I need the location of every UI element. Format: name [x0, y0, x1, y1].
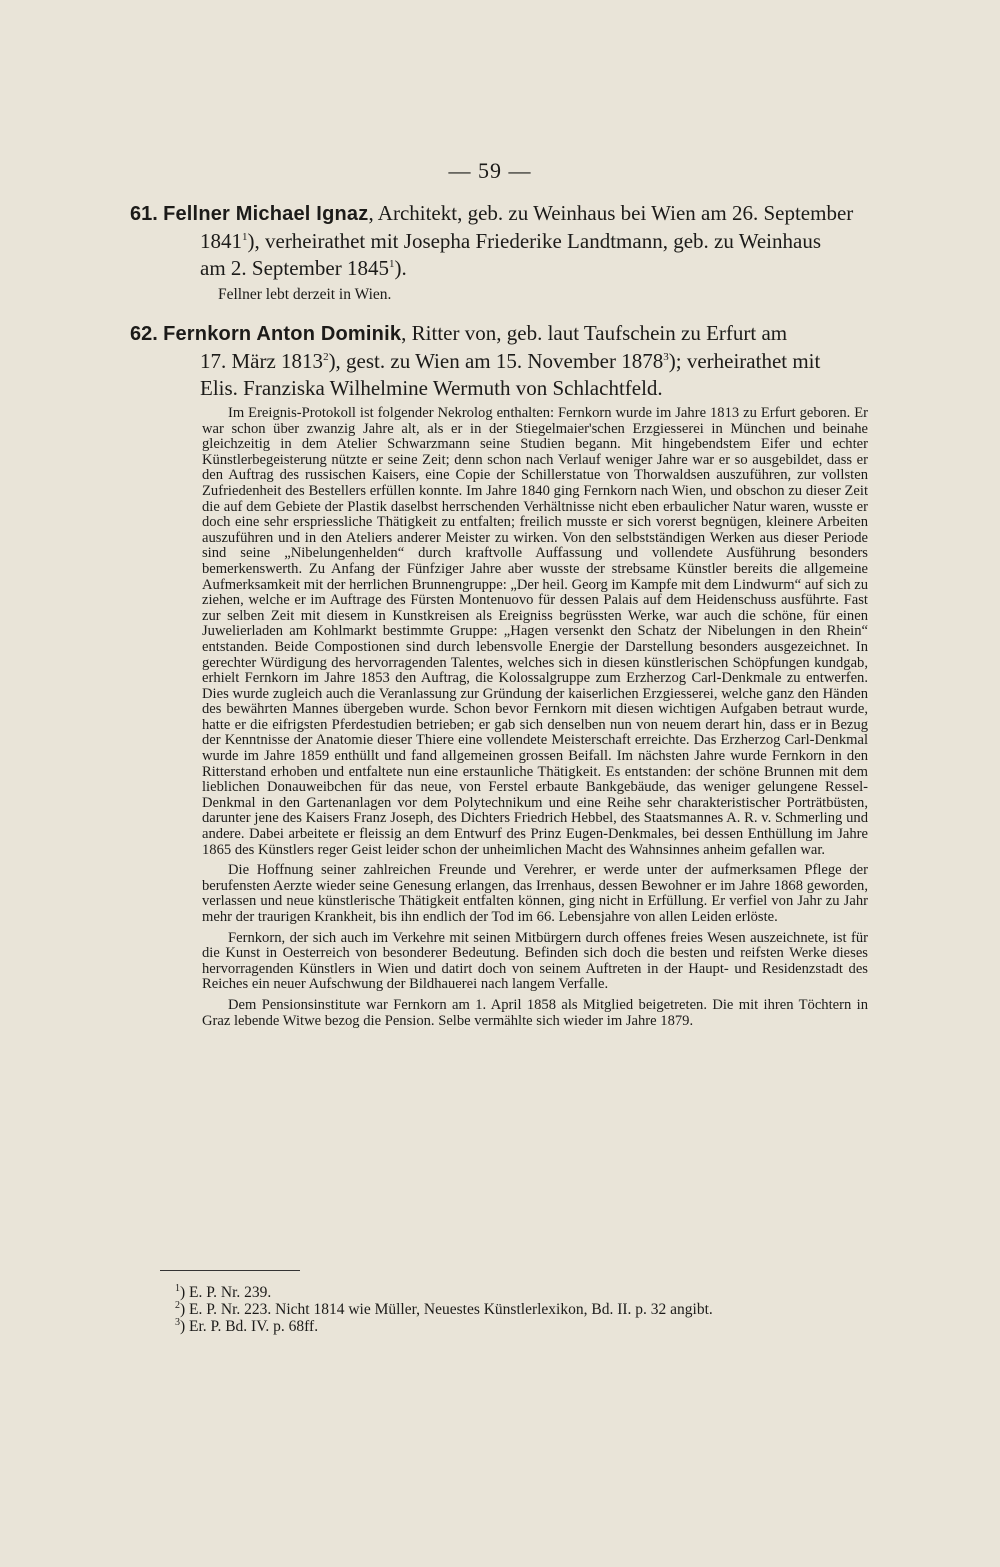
- entry-text: ).: [394, 256, 407, 280]
- entry-text: ), gest. zu Wien am 15. November 1878: [328, 349, 664, 373]
- entry-text: ), verheirathet mit Josepha Friederike Landtmann, geb. zu Weinhaus: [247, 229, 821, 253]
- body-paragraph: Fernkorn, der sich auch im Verkehre mit seinen Mitbürgern durch offenes freies Wesen auszeichnete, ist für die Kunst in Oesterreich von besonderer Bedeutung. Befinden sich doch die besten und reifsten Werke dieses hervorragenden Künstlers in Wien und datirt doch von seinem Auftreten in der Haupt- und Residenzstadt des Reiches ein neuer Aufschwung der Bildhauerei nach langem Verfalle.: [202, 929, 868, 993]
- entry-text: 17. März 1813: [200, 349, 324, 373]
- body-paragraph: Im Ereignis-Protokoll ist folgender Nekrolog enthalten: Fernkorn wurde im Jahre 1813 zu Erfurt geboren. Er war schon über zwanzig Jahre alt, als er in der Stiegelmaier'schen Erzgiesserei in München und beinahe gleichzeitig in dem Atelier Schwarzmann seine Studien begann. Mit hingebendstem Eifer und echter Künstlerbegeisterung nützte er seine Zeit; denn schon nach Verlauf weniger Jahre war er so ausgebildet, dass er den Auftrag des russischen Kaisers, eine Copie der Schillerstatue von Thorwaldsen auszuführen, zur vollsten Zufriedenheit des Bestellers erfüllen konnte. Im Jahre 1840 ging Fernkorn nach Wien, und obschon zu dieser Zeit die auf dem Gebiete der Plastik daselbst herrschenden Verhältnisse nicht eben erbaulicher Natur waren, wusste er doch eine sehr erspriessliche Thätigkeit zu entfalten; freilich musste er sich vorerst begnügen, kleinere Arbeiten auszuführen und in den Ateliers anderer Meister zu wirken. Von den selbstständigen Werken aus dieser Periode sind seine „Nibelungenhelden“ durch kraftvolle Auffassung und vollendete Ausführung besonders bemerkenswerth. Zu Anfang der Fünfziger Jahre aber wusste der strebsame Künstler bereits die allgemeine Aufmerksamkeit mit der herrlichen Brunnengruppe: „Der heil. Georg im Kampfe mit dem Lindwurm“ auf sich zu ziehen, welche er im Auftrage des Fürsten Montenuovo für dessen Palais auf dem Heidenschuss ausführte. Fast zur selben Zeit mit diesem in Kunstkreisen als Ereigniss begrüssten Werke, war auch die schöne, für einen Juwelierladen am Kohlmarkt bestimmte Gruppe: „Hagen versenkt den Schatz der Nibelungen in den Rhein“ entstanden. Beide Compostionen sind durch lebensvolle Energie der Darstellung besonders ausgezeichnet. In gerechter Würdigung des hervorragenden Talentes, welches sich in diesen künstlerischen Schöpfungen kundgab, erhielt Fernkorn im Jahre 1853 den Auftrag, die Kolossalgruppe zum Erzherzog Carl-Denkmale zu entwerfen. Dies wurde zugleich auch die Veranlassung zur Gründung der kaiserlichen Erzgiesserei, welche ganz den Händen des bewährten Mannes übergeben wurde. Schon bevor Fernkorn mit diesen wichtigen Aufgaben betraut wurde, hatte er die eifrigsten Pferdestudien betrieben; er gab sich denselben nun von neuem derart hin, dass er in Bezug der Kenntnisse der Anatomie dieser Thiere eine vollendete Meisterschaft erreichte. Das Erzherzog Carl-Denkmal wurde im Jahre 1859 enthüllt und fand allgemeinen grossen Beifall. Im nächsten Jahre wurde Fernkorn in den Ritterstand erhoben und entfaltete nun eine erstaunliche Thätigkeit. Es entstanden: der schöne Brunnen mit dem lieblichen Donauweibchen für das neue, von Ferstel erbaute Bankgebäude, das weniger gelungene Ressel-Denkmal in den Gartenanlagen vor dem Polytechnikum und eine Reihe sehr charakteristischer Porträtbüsten, darunter jene des Kaisers Franz Joseph, des Dichters Friedrich Hebbel, des Staatsmannes A. R. v. Schmerling und andere. Dabei arbeitete er fleissig an dem Entwurf des Prinz Eugen-Denkmales, bei dessen Enthüllung im Jahre 1865 des Künstlers reger Geist leider schon der unheimlichen Macht des Wahnsinnes anheim gefallen war.: [202, 405, 868, 858]
- entry-text-line: [130, 228, 868, 255]
- body-paragraph: Dem Pensionsinstitute war Fernkorn am 1. April 1858 als Mitglied beigetreten. Die mit ihren Töchtern in Graz lebende Witwe bezog die Pension. Selbe vermählte sich wieder im Jahre 1879.: [202, 996, 868, 1029]
- entry-text-line: [130, 348, 868, 375]
- footnote-mark: 3: [175, 1316, 180, 1328]
- entry-61-heading: [130, 200, 868, 282]
- entry-number: 62.: [130, 323, 158, 345]
- footnote-mark: 1: [175, 1282, 180, 1294]
- footnote-ref: 3: [663, 351, 669, 363]
- entry-text-line: Elis. Franziska Wilhelmine Wermuth von Schlachtfeld.: [200, 376, 663, 400]
- entry-62-body: [202, 406, 868, 1029]
- entry-62: [130, 320, 868, 1034]
- entry-text-line: [130, 255, 868, 282]
- entry-note: Fellner lebt derzeit in Wien.: [218, 286, 392, 303]
- entry-62-heading: [130, 320, 868, 402]
- footnote: [175, 1284, 875, 1301]
- footnote-text: ) Er. P. Bd. IV. p. 68ff.: [180, 1318, 319, 1335]
- footnote-mark: 2: [175, 1299, 180, 1311]
- entry-text: , Architekt, geb. zu Weinhaus bei Wien am 26. September: [368, 201, 854, 225]
- entry-name: Fernkorn Anton Dominik: [163, 323, 402, 345]
- entry-text: 1841: [200, 229, 242, 253]
- entry-name: Fellner Michael Ignaz: [163, 203, 369, 225]
- footnote-ref: 2: [323, 351, 329, 363]
- footnote-ref: 1: [388, 258, 395, 270]
- entry-text: ); verheirathet mit: [668, 349, 821, 373]
- footnote-divider: [160, 1270, 300, 1271]
- entry-number: 61.: [130, 203, 158, 225]
- footnote: [175, 1318, 875, 1335]
- footnote-text: ) E. P. Nr. 223. Nicht 1814 wie Müller, Neuestes Künstlerlexikon, Bd. II. p. 32 angibt.: [180, 1301, 713, 1318]
- footnotes: [175, 1284, 875, 1335]
- entry-61: [130, 200, 868, 306]
- entry-text: am 2. September 1845: [200, 256, 389, 280]
- footnote-text: ) E. P. Nr. 239.: [180, 1284, 272, 1301]
- footnote: [175, 1301, 875, 1318]
- page-number: — 59 —: [448, 158, 532, 183]
- entry-text: , Ritter von, geb. laut Taufschein zu Erfurt am: [401, 321, 788, 345]
- body-paragraph: Die Hoffnung seiner zahlreichen Freunde und Verehrer, er werde unter der aufmerksamen Pflege der berufensten Aerzte wieder seine Genesung erlangen, das Irrenhaus, dessen Bewohner er im Jahre 1868 geworden, verlassen und neue künstlerische Thätigkeit entfalten können, ging nicht in Erfüllung. Er verfiel von Jahr zu Jahr mehr der traurigen Krankheit, bis ihn endlich der Tod im 66. Lebensjahre von allen Leiden erlöste.: [202, 862, 868, 925]
- footnote-ref: 1: [242, 231, 248, 243]
